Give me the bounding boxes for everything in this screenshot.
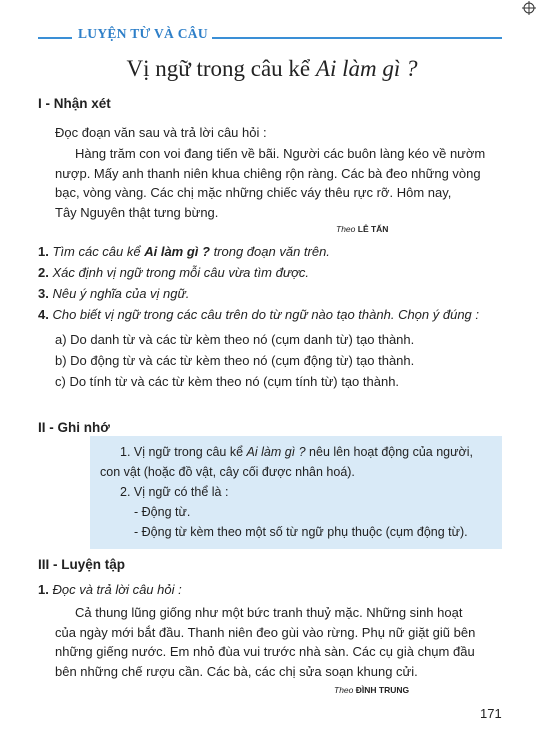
option-a: a) Do danh từ và các từ kèm theo nó (cụm danh từ) tạo thành.: [55, 332, 415, 347]
page-title: Vị ngữ trong câu kể Ai làm gì ?: [126, 56, 418, 81]
passage-line: bên những chế rượu cần. Các bà, các chị sửa soạn khung cửi.: [55, 663, 418, 679]
source-citation: Theo ĐÌNH TRUNG: [334, 685, 410, 695]
passage-line: Cả thung lũng giống như một bức tranh thuỷ mặc. Những sinh hoạt: [75, 605, 463, 620]
memo-line-4: - Động từ.: [134, 505, 191, 519]
registration-mark-icon: [522, 1, 536, 15]
header-rule-right: [212, 37, 502, 39]
passage-line: Hàng trăm con voi đang tiến về bãi. Người các buôn làng kéo về nườm: [75, 146, 486, 161]
passage-line: của ngày mới bắt đầu. Thanh niên đeo gùi vào rừng. Phụ nữ giặt giũ bên: [55, 624, 476, 640]
memo-line-3: 2. Vị ngữ có thể là :: [120, 485, 229, 499]
question-4: 4. Cho biết vị ngữ trong các câu trên do từ ngữ nào tạo thành. Chọn ý đúng :: [38, 307, 480, 322]
memo-line-1: 1. Vị ngữ trong câu kể Ai làm gì ? nêu lên hoạt động của người,: [120, 445, 473, 459]
memo-line-2: con vật (hoặc đồ vật, cây cối được nhân hoá).: [100, 465, 355, 479]
question-3: 3. Nêu ý nghĩa của vị ngữ.: [38, 286, 190, 301]
source-citation: Theo LÊ TẤN: [336, 224, 389, 234]
question-2: 2. Xác định vị ngữ trong mỗi câu vừa tìm được.: [38, 265, 310, 280]
page-number: 171: [480, 706, 502, 721]
exercise-1: 1. Đọc và trả lời câu hỏi :: [38, 582, 182, 597]
heading-ghi-nho: II - Ghi nhớ: [38, 420, 110, 435]
heading-nhan-xet: I - Nhận xét: [38, 96, 111, 111]
passage-line: bạc, vòng vàng. Các chị mặc những chiếc váy thêu rực rỡ. Hôm nay,: [55, 185, 452, 200]
memo-line-5: - Động từ kèm theo một số từ ngữ phụ thuộc (cụm động từ).: [134, 525, 468, 539]
memo-box: [90, 436, 502, 549]
instruction-text: Đọc đoạn văn sau và trả lời câu hỏi :: [55, 125, 267, 140]
passage-line: nượp. Mấy anh thanh niên khua chiêng rộn ràng. Các bà đeo những vòng: [55, 165, 481, 181]
option-b: b) Do động từ và các từ kèm theo nó (cụm động từ) tạo thành.: [55, 353, 415, 368]
option-c: c) Do tính từ và các từ kèm theo nó (cụm tính từ) tạo thành.: [55, 374, 400, 389]
header-rule-left: [38, 37, 72, 39]
heading-luyen-tap: III - Luyện tập: [38, 557, 126, 572]
section-header: LUYỆN TỪ VÀ CÂU: [78, 26, 208, 41]
passage-line: những giếng nước. Em nhỏ đùa vui trước nhà sàn. Các cụ già chụm đầu: [55, 644, 475, 659]
passage-line: Tây Nguyên thật tưng bừng.: [55, 204, 219, 220]
question-1: 1. Tìm các câu kể Ai làm gì ? trong đoạn văn trên.: [38, 244, 330, 259]
